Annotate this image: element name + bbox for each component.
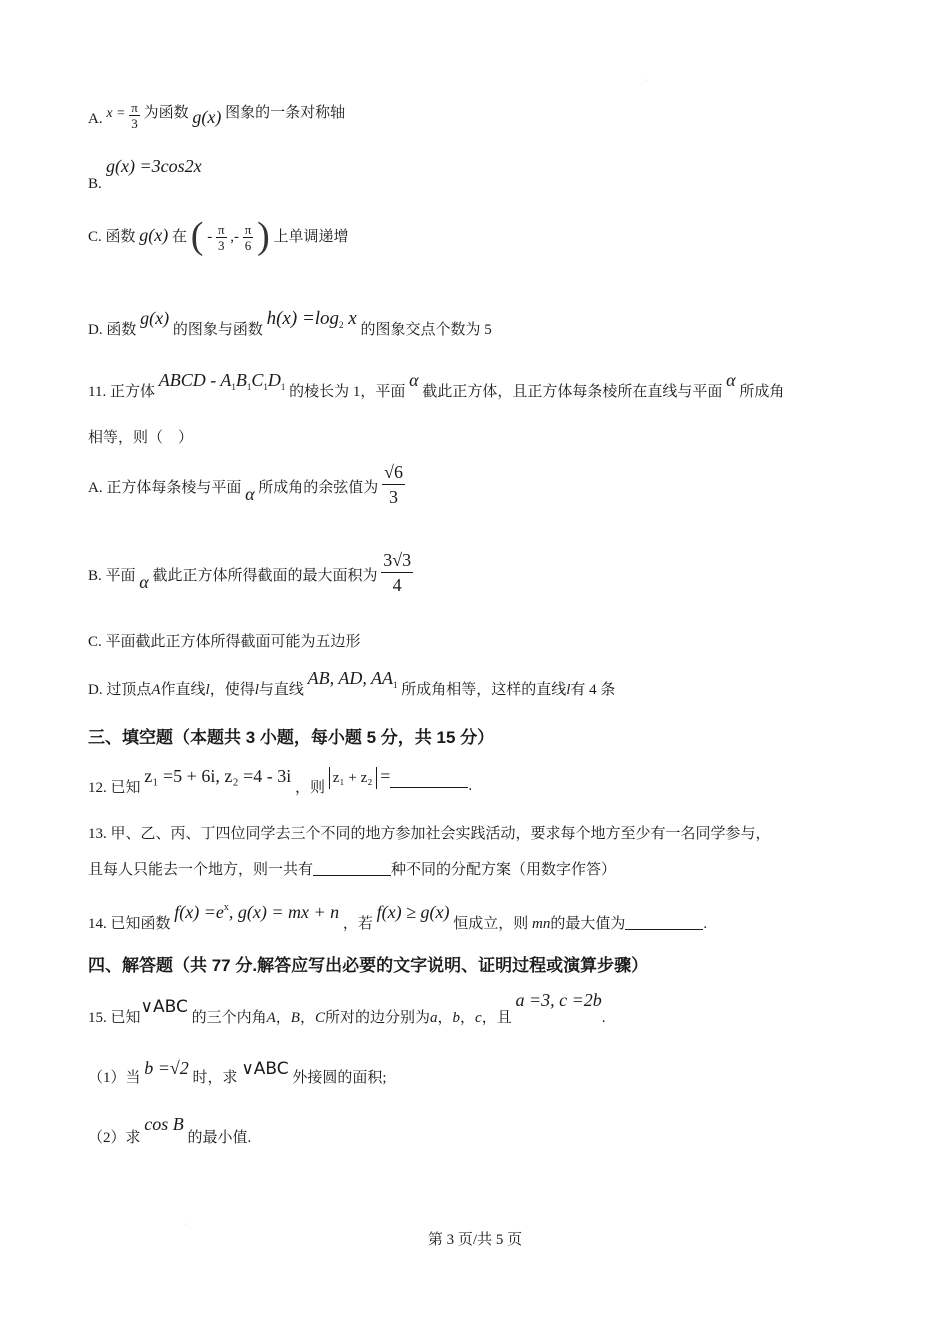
text: D. 过顶点 [88,682,152,698]
exponent: x [223,902,229,913]
text: ，若 [342,916,373,932]
text: 11. 正方体 [88,384,155,400]
text: 的图象交点个数为 5 [360,322,492,338]
math-cosB: cos B [144,1114,184,1134]
math-triangle [141,996,188,1016]
math-mn: mn [532,916,551,932]
denominator: 3 [131,116,138,131]
math-lines: AB, AD, $AA_1$ [307,668,398,690]
math-x: x [348,308,357,329]
math-abs: z₁ + z₂ [329,767,377,789]
text: 函数 [105,228,136,245]
q10-option-d [88,308,492,338]
option-label: D. [88,322,103,338]
q14 [88,898,708,932]
fraction-sqrt6-3 [382,460,405,509]
q10-option-a [88,100,346,135]
q11-option-d [88,668,616,698]
math-A: A [151,682,161,698]
text: 上单调递增 [273,228,349,245]
math-g: , g(x) = mx + n [228,902,340,922]
answer-blank[interactable] [313,861,391,876]
math-h [267,308,357,329]
text: 作直线 [160,682,206,698]
answer-blank[interactable] [625,915,703,930]
left-paren: ( [190,214,204,257]
text: B. 平面 [88,567,136,584]
math-condition: a =3, c =2b [515,990,602,1010]
text: 的三个内角 [191,1010,267,1026]
text: ，则 [295,780,326,796]
math-alpha: α [139,571,149,592]
speck: · [645,78,647,84]
q10-option-b [88,174,102,194]
text: 所成角相等，这样的直线 [401,682,567,698]
math-a: a [430,1010,438,1026]
math-h-text: h(x) =log [266,308,340,329]
section-heading-fill-in: 三、填空题（本题共 3 小题，每小题 5 分，共 15 分） [88,728,495,747]
math-z: z₁ =5 + 6i, z₂ =4 - 3i [144,766,292,786]
option-label: A. [88,110,103,127]
text: 与直线 [258,682,304,698]
text: 时，求 [192,1070,238,1086]
text: 的最大值为 [550,916,626,932]
q15-stem [88,990,606,1026]
text: 有 4 条 [570,682,616,698]
math-x: x = [106,105,126,121]
math-alpha: α [726,370,736,390]
numerator: π [244,222,252,237]
text: 在 [172,228,188,245]
answer-blank[interactable] [390,773,468,788]
denominator: 3 [389,487,398,507]
fraction-pi-3 [129,100,140,131]
text: 外接圆的面积; [292,1070,387,1086]
math-c: c [475,1010,482,1026]
numerator: π [131,100,138,115]
q13-line1: 13. 甲、乙、丙、丁四位同学去三个不同的地方参加社会实践活动，要求每个地方至少有一名同学参与， [88,826,771,842]
math-eq: = [380,766,391,786]
math-l: l [254,682,259,698]
option-label: C. [88,228,102,245]
math-alpha: α [245,483,255,504]
q15-stem-text: 的三个内角A，B，C所对的边分别为a，b，c，且 [191,1010,512,1026]
denominator: 6 [244,238,252,253]
q10-option-c [88,214,349,257]
denominator: 4 [392,575,402,595]
text: 截此正方体，且正方体每条棱所在直线与平面 [422,384,723,400]
text: 且每人只能去一个地方，则一共有 [88,862,314,878]
lines-text: AB, AD, AA [307,668,393,688]
q11-stem-line1 [88,370,785,400]
math-cube: ABCD - $A_1B_1C_1D_1$ [158,370,286,392]
numerator: √6 [382,460,405,485]
text: （2）求 [88,1130,141,1146]
page-footer: 第 3 页/共 5 页 [427,1232,523,1248]
option-label: B. [88,176,102,192]
numerator: π [217,222,225,237]
math-g: g(x) [140,308,170,328]
q11-option-b [88,550,413,599]
section-heading-solutions: 四、解答题（共 77 分.解答应写出必要的文字说明、证明过程或演算步骤） [88,956,649,975]
fraction-pi-6 [243,222,254,253]
q15-part1 [88,1058,387,1086]
q12 [88,766,473,796]
comma-minus: ,- [230,228,240,245]
q11-option-a [88,462,405,511]
text: 所成角 [739,384,785,400]
speck: · [185,1222,187,1228]
text: 14. 已知函数 [88,916,171,932]
text: 图象的一条对称轴 [225,104,346,121]
minus: - [207,228,216,245]
text: . [703,916,708,932]
q11-stem-line2: 相等，则（ ） [88,430,194,446]
text: 截此正方体所得截面的最大面积为 [152,567,378,584]
math-A: A [266,1010,276,1026]
text: 12. 已知 [88,780,141,796]
q10-option-b-math [88,156,202,178]
text: A. 正方体每条棱与平面 [88,479,242,496]
text: （1）当 [88,1070,141,1086]
math-fg [174,902,339,922]
text: 的棱长为 1，平面 [289,384,406,400]
fraction-3sqrt3-4 [381,548,413,597]
math-g: g(x) [192,106,222,127]
triangle-abc: ∨ABC [241,1059,289,1079]
numerator: 3√3 [381,548,413,573]
q13-line2 [88,860,616,880]
math-l: l [205,682,210,698]
right-paren: ) [257,214,270,257]
text: . [601,1010,606,1026]
cube-name: ABCD - A [158,370,232,390]
log-base: 2 [339,320,344,330]
text: 的最小值. [187,1130,252,1146]
math-inequality: f(x) ≥ g(x) [376,902,450,922]
math-alpha: α [409,370,419,390]
math-f: f(x) =e [174,902,224,922]
q15-part2 [88,1114,252,1146]
text: 所对的边分别为 [324,1010,430,1026]
text: . [468,778,473,794]
text: 的图象与函数 [172,322,263,338]
text: 所成角的余弦值为 [258,479,379,496]
text: ，且 [481,1010,512,1026]
math-l: l [566,682,571,698]
text: 种不同的分配方案（用数字作答） [391,862,617,878]
text: ，使得 [209,682,255,698]
text: 为函数 [143,104,189,121]
math-C: C [314,1010,325,1026]
q11-option-c: C. 平面截此正方体所得截面可能为五边形 [88,634,361,650]
math-b: b [452,1010,461,1026]
text: 恒成立，则 [453,916,529,932]
math-g: g(x) [139,224,169,245]
text: 函数 [106,322,137,338]
triangle-abc: ∨ABC [140,997,188,1017]
math-g-cos: g(x) =3cos2x [106,156,202,176]
text: 15. 已知 [88,1010,141,1026]
fraction-pi-3 [216,222,227,253]
math-b-sqrt2: b =√2 [144,1058,189,1078]
denominator: 3 [217,238,225,253]
math-B: B [290,1010,300,1026]
